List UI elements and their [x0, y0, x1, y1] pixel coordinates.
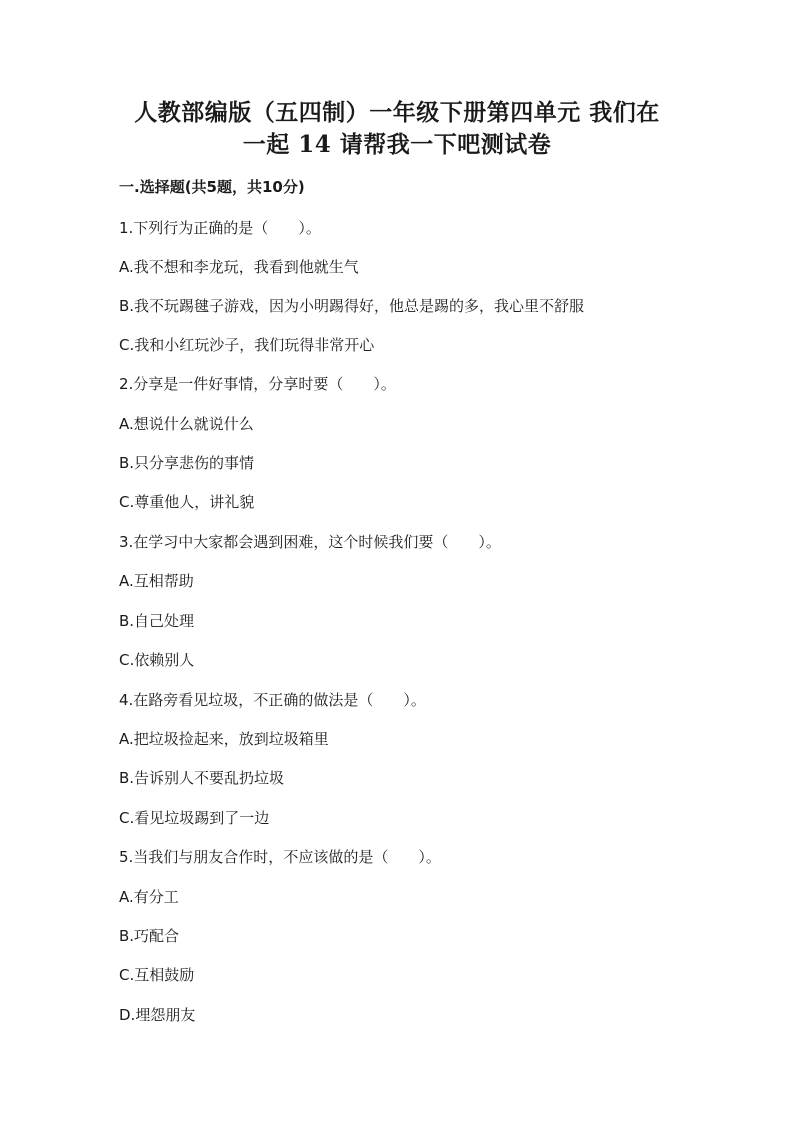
question-3-stem: 3.在学习中大家都会遇到困难，这个时候我们要（ ）。 — [119, 533, 501, 551]
question-5-option-b: B.巧配合 — [119, 927, 180, 945]
question-1-option-a: A.我不想和李龙玩，我看到他就生气 — [119, 258, 359, 276]
question-5-option-c: C.互相鼓励 — [119, 966, 195, 984]
question-2-stem: 2.分享是一件好事情，分享时要（ ）。 — [119, 375, 396, 393]
page-title-line-2: 一起 14 请帮我一下吧测试卷 — [242, 131, 552, 158]
question-2-option-c: C.尊重他人，讲礼貌 — [119, 493, 255, 511]
question-2-option-a: A.想说什么就说什么 — [119, 415, 254, 433]
question-1-option-b: B.我不玩踢毽子游戏，因为小明踢得好，他总是踢的多，我心里不舒服 — [119, 297, 585, 315]
question-1-option-c: C.我和小红玩沙子，我们玩得非常开心 — [119, 336, 375, 354]
question-3-option-a: A.互相帮助 — [119, 572, 194, 590]
question-4-option-c: C.看见垃圾踢到了一边 — [119, 809, 270, 827]
question-5-stem: 5.当我们与朋友合作时，不应该做的是（ ）。 — [119, 848, 441, 866]
page-title-line-1: 人教部编版（五四制）一年级下册第四单元 我们在 — [134, 99, 660, 126]
question-2-option-b: B.只分享悲伤的事情 — [119, 454, 255, 472]
question-4-stem: 4.在路旁看见垃圾，不正确的做法是（ ）。 — [119, 691, 426, 709]
section-heading: 一.选择题(共5题，共10分) — [119, 178, 305, 196]
question-4-option-b: B.告诉别人不要乱扔垃圾 — [119, 769, 285, 787]
question-3-option-c: C.依赖别人 — [119, 651, 195, 669]
question-5-option-d: D.埋怨朋友 — [119, 1006, 196, 1024]
question-1-stem: 1.下列行为正确的是（ ）。 — [119, 219, 321, 237]
question-5-option-a: A.有分工 — [119, 888, 179, 906]
question-4-option-a: A.把垃圾捡起来，放到垃圾箱里 — [119, 730, 329, 748]
question-3-option-b: B.自己处理 — [119, 612, 195, 630]
